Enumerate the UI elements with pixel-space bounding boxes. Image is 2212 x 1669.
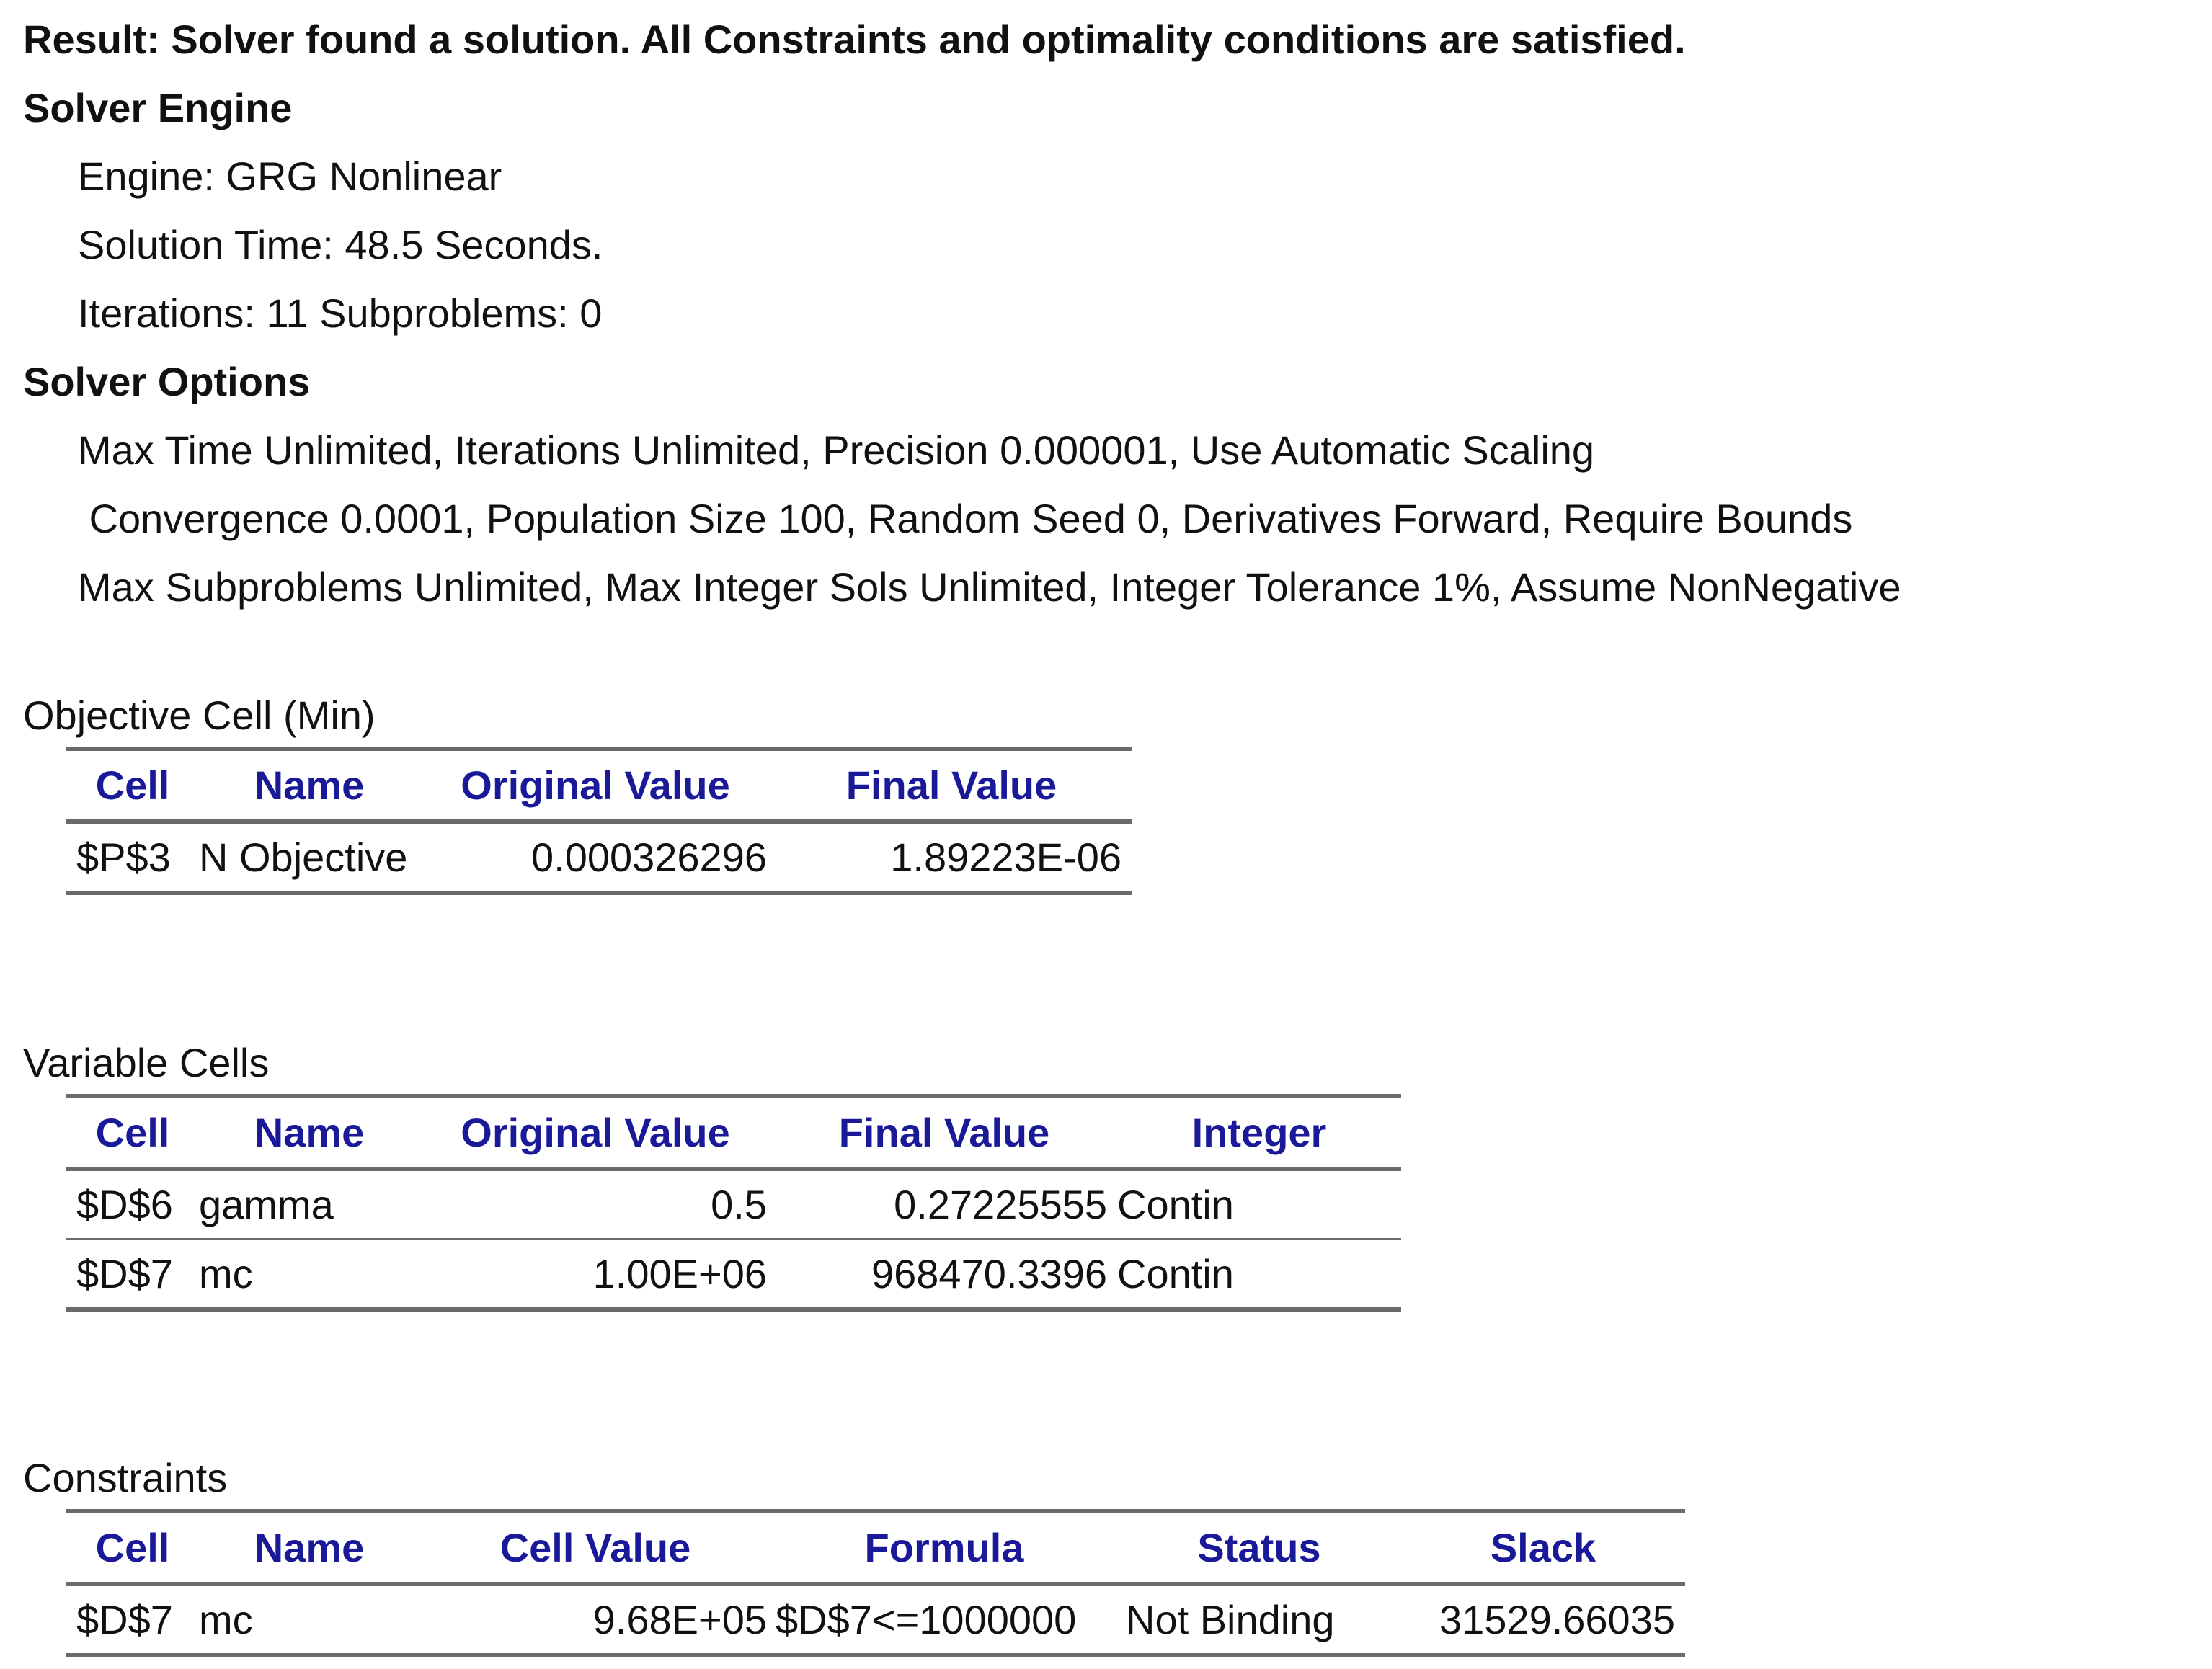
status: Not Binding	[1126, 1597, 1335, 1642]
original-value: 1.00E+06	[592, 1251, 767, 1296]
col-header-status: Status	[1197, 1525, 1321, 1570]
col-header-formula: Formula	[864, 1525, 1024, 1570]
col-header-cell: Cell	[95, 1110, 170, 1155]
solution-time-line: Solution Time: 48.5 Seconds.	[78, 222, 603, 267]
table-row	[66, 1584, 1685, 1655]
formula: $D$7<=1000000	[776, 1597, 1077, 1642]
options-line-2: Convergence 0.0001, Population Size 100, Random Seed 0, Derivatives Forward, Require Bounds	[78, 496, 1853, 541]
table-row	[66, 1239, 1401, 1310]
cell-ref: $P$3	[76, 834, 171, 880]
objective-cell-label: Objective Cell (Min)	[23, 693, 376, 738]
cell-name: mc	[199, 1597, 253, 1642]
cell-value: 9.68E+05	[592, 1597, 767, 1642]
col-header-name: Name	[254, 762, 365, 808]
cell-ref: $D$6	[76, 1182, 173, 1227]
col-header-integer: Integer	[1191, 1110, 1327, 1155]
col-header-cell: Cell	[95, 1525, 170, 1570]
constraints-label: Constraints	[23, 1455, 228, 1500]
col-header-original-value: Original Value	[461, 1110, 730, 1155]
options-line-1: Max Time Unlimited, Iterations Unlimited, Precision 0.000001, Use Automatic Scaling	[78, 427, 1595, 473]
solver-options-heading: Solver Options	[23, 359, 311, 404]
col-header-name: Name	[254, 1110, 365, 1155]
objective-header-row	[66, 749, 1132, 822]
cell-ref: $D$7	[76, 1251, 173, 1296]
engine-line: Engine: GRG Nonlinear	[78, 153, 502, 199]
variable-cells-label: Variable Cells	[23, 1040, 270, 1085]
original-value: 0.000326296	[530, 834, 767, 880]
col-header-name: Name	[254, 1525, 365, 1570]
final-value: 0.27225555	[894, 1182, 1107, 1227]
solver-engine-heading: Solver Engine	[23, 85, 293, 130]
iterations-line: Iterations: 11 Subproblems: 0	[78, 290, 603, 336]
constraints-header-row	[66, 1511, 1685, 1584]
integer-value: Contin	[1117, 1251, 1234, 1296]
variable-cells-table	[66, 1094, 1401, 1312]
col-header-final-value: Final Value	[838, 1110, 1050, 1155]
cell-name: gamma	[199, 1182, 334, 1227]
objective-table	[66, 747, 1132, 895]
final-value: 968470.3396	[871, 1251, 1107, 1296]
final-value: 1.89223E-06	[890, 834, 1121, 880]
result-message: Result: Solver found a solution. All Constraints and optimality conditions are satisfied.	[23, 17, 1686, 62]
cell-name: N Objective	[199, 834, 408, 880]
constraints-table	[66, 1509, 1685, 1657]
table-row	[66, 822, 1132, 893]
col-header-cell-value: Cell Value	[499, 1525, 691, 1570]
slack: 31529.66035	[1439, 1597, 1675, 1642]
cell-ref: $D$7	[76, 1597, 173, 1642]
col-header-original-value: Original Value	[461, 762, 730, 808]
col-header-final-value: Final Value	[845, 762, 1057, 808]
cell-name: mc	[199, 1251, 253, 1296]
col-header-slack: Slack	[1490, 1525, 1596, 1570]
variables-header-row	[66, 1096, 1401, 1169]
col-header-cell: Cell	[95, 762, 170, 808]
original-value: 0.5	[711, 1182, 767, 1227]
table-row	[66, 1169, 1401, 1239]
options-line-3: Max Subproblems Unlimited, Max Integer Sols Unlimited, Integer Tolerance 1%, Assume NonNegative	[78, 564, 1901, 610]
integer-value: Contin	[1117, 1182, 1234, 1227]
